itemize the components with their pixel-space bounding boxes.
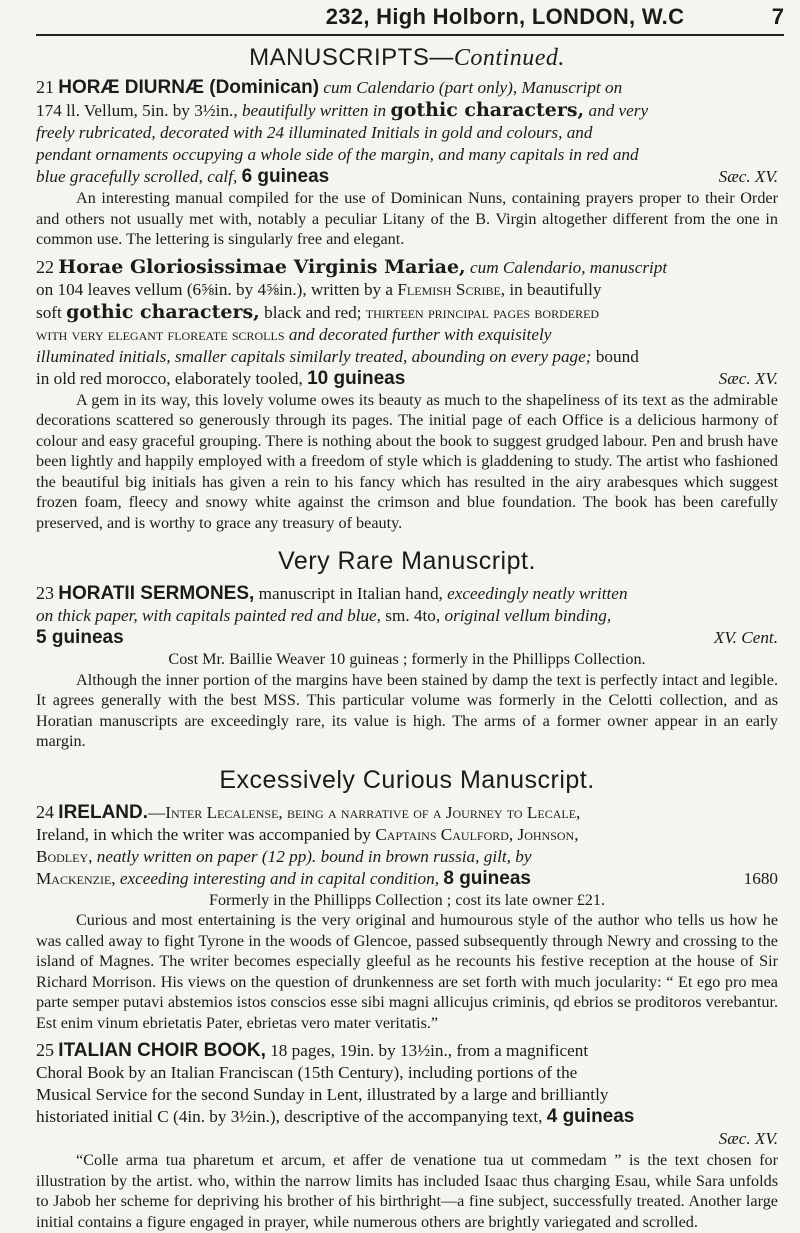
lot-century: Sæc. XV. (718, 167, 778, 186)
lot-century: XV. Cent. (713, 628, 778, 647)
lot-22 (36, 256, 778, 534)
lot-line: blue gracefully scrolled, calf, (36, 167, 238, 186)
lot-line: Ireland, in which the writer was accompanied by (36, 824, 372, 844)
lot-line: —Inter Lecalense, being a narrative of a Journey to Lecale, (148, 802, 581, 822)
lot-price: 5 guineas (36, 627, 124, 648)
lot-description: “Colle arma tua pharetum et arcum, et affer de venatione tua ut commedam ” is the text chosen for illustration by the artist. who, within the narrow limits has included Isaac thus charging Esau, while Sara unfolds to Jabob her scheme for depriving his brother of his birthright—a fine subject, successfully treated. Another large initial contains a figure engaged in prayer, while numerous others are brightly variegated and scrolled. (36, 1151, 778, 1231)
lot-line: illuminated initials, smaller capitals similarly treated, abounding on every page; (36, 346, 592, 366)
lot-number: 24 (36, 801, 54, 822)
lot-title: HORATII SERMONES, (58, 583, 255, 604)
lot-line: in beautifully (509, 279, 602, 299)
lot-line: black and red; (264, 302, 362, 322)
lot-line: on 104 leaves vellum (6⅝in. by 4⅝in.), written by a (36, 279, 394, 299)
lot-number: 23 (36, 583, 54, 603)
headline-rare-manuscript: Very Rare Manuscript. (278, 547, 536, 575)
lot-25 (36, 1039, 778, 1232)
lot-title: HORÆ DIURNÆ (Dominican) (58, 77, 320, 98)
lot-description: Curious and most entertaining is the very original and humourous style of the author who tells us how he was called away to fight Tyrone in the woods of Glencoe, passed subsequently through Newry and crossing to the island of Magnes. The writer becomes especially gleeful as he recounts his festive reception at the house of Sir Richard Morrison. His views on the question of drunkenness are set forth with much jocularity: “ Et ego pro mea parte semper putavi abstemios istos conscios esse sibi magni allicujus criminis, qd ebrios se proditoros verebantur. Est enim vinum ebrietatis Pater, ebrietas vero mater veritatis.” (36, 911, 778, 1032)
lot-provenance: Cost Mr. Baillie Weaver 10 guineas ; formerly in the Phillipps Collection. (168, 650, 646, 668)
lot-price: 8 guineas (443, 867, 531, 889)
lot-line: Flemish Scribe, (397, 279, 506, 299)
section-continued: Continued. (453, 45, 565, 71)
lot-line: gothic characters, (66, 300, 260, 323)
lot-line: 18 pages, 19in. by 13½in., from a magnificent (270, 1041, 589, 1060)
lot-line: original vellum binding, (444, 606, 612, 625)
lot-line: and very (588, 101, 649, 120)
section-title (36, 44, 778, 72)
lot-23 (36, 582, 778, 752)
lot-24 (36, 801, 778, 1034)
headline-curious-manuscript: Excessively Curious Manuscript. (219, 765, 595, 794)
lot-line: historiated initial C (4in. by 3½in.), descriptive of the accompanying text, (36, 1107, 543, 1126)
lot-line: Mackenzie, (36, 868, 116, 888)
lot-number: 22 (36, 256, 54, 277)
section-title-text: MANUSCRIPTS— (249, 44, 454, 71)
lot-line: Choral Book by an Italian Franciscan (15th Century), including portions of the (36, 1063, 578, 1082)
lot-line: Musical Service for the second Sunday in Lent, illustrated by a large and brilliantly (36, 1085, 609, 1104)
lot-century: Sæc. XV. (718, 1129, 778, 1148)
lot-line: exceedingly neatly written (447, 584, 628, 603)
lot-description: A gem in its way, this lovely volume owes its beauty as much to the shapeliness of its text as the admirable decorations scattered so generously through its pages. The initial page of each Office is a delicious harmony of colour and easy graceful grouping. There is nothing about the book to suggest grudged labour. Pen and brush have been lightly and happily employed with a freedom of style which is gladdening to study. The artist who fashioned the beautiful big initials has given a rein to his fancy which has resulted in the airy arabesques which suggest frozen foam, fleecy and snowy white against the crimson and blue foundation. The book has been carefully preserved, and is worthy to grace any treasury of beauty. (36, 390, 778, 532)
lot-century: Sæc. XV. (718, 368, 778, 388)
lot-line: neatly written on paper (12 pp). bound in brown russia, gilt, by (96, 846, 532, 866)
lot-line: pendant ornaments occupying a whole side of the margin, and many capitals in red and (36, 145, 639, 164)
lot-line: 174 ll. Vellum, 5in. by 3½in., (36, 101, 238, 120)
lot-line: on thick paper, with capitals painted red and blue, (36, 606, 381, 625)
lot-line: freely rubricated, decorated with 24 illuminated Initials in gold and colours, and (36, 123, 593, 142)
lot-line: manuscript in Italian hand, (258, 584, 443, 603)
lot-line: soft (36, 302, 62, 322)
lot-line: thirteen principal pages bordered (365, 302, 600, 322)
lot-line: with very elegant floreate scrolls (36, 324, 285, 344)
lot-line: Bodley, (36, 846, 93, 866)
lot-line: cum Calendario, manuscript (469, 257, 668, 277)
lot-line: and decorated further with exquisitely (288, 324, 552, 344)
lot-line: gothic characters, (390, 99, 585, 121)
lot-line: sm. 4to, (385, 606, 441, 625)
lot-description: Although the inner portion of the margins have been stained by damp the text is perfectly intact and legible. It agrees generally with the best MSS. This particular volume was formerly in the Celotti collection, and as Horatian manuscripts are exceedingly rare, its value is high. The arms of a former owner appear in an early margin. (36, 670, 778, 750)
lot-line: bound (595, 346, 639, 366)
lot-provenance: Formerly in the Phillipps Collection ; cost its late owner £21. (208, 890, 606, 909)
page-number: 7 (771, 4, 784, 29)
lot-price: 6 guineas (241, 166, 330, 187)
lot-title: Horae Gloriosissimae Virginis Mariae, (58, 255, 466, 278)
lot-line: Captains Caulford, Johnson, (375, 824, 579, 844)
lot-price: 4 guineas (546, 1106, 635, 1127)
lot-year: 1680 (743, 868, 778, 888)
lot-title: ITALIAN CHOIR BOOK, (58, 1040, 266, 1061)
lot-title: IRELAND. (58, 801, 149, 823)
page-header (36, 0, 784, 36)
lot-number: 25 (36, 1040, 54, 1060)
lot-21 (36, 76, 778, 250)
lot-line: beautifully written in (241, 101, 387, 120)
lot-line: exceeding interesting and in capital condition, (119, 868, 440, 888)
address: 232, High Holborn, LONDON, W.C (325, 4, 685, 29)
lot-number: 21 (36, 77, 54, 97)
lot-price: 10 guineas (307, 367, 406, 389)
lot-line: in old red morocco, elaborately tooled, (36, 368, 303, 388)
lot-line: cum Calendario (part only), Manuscript on (323, 78, 623, 97)
lot-description: An interesting manual compiled for the use of Dominican Nuns, containing prayers proper to their Order and others not usually met with, notably a peculiar Litany of the B. Virgin altogether different from the one in common use. The lettering is singularly free and elegant. (36, 189, 778, 248)
